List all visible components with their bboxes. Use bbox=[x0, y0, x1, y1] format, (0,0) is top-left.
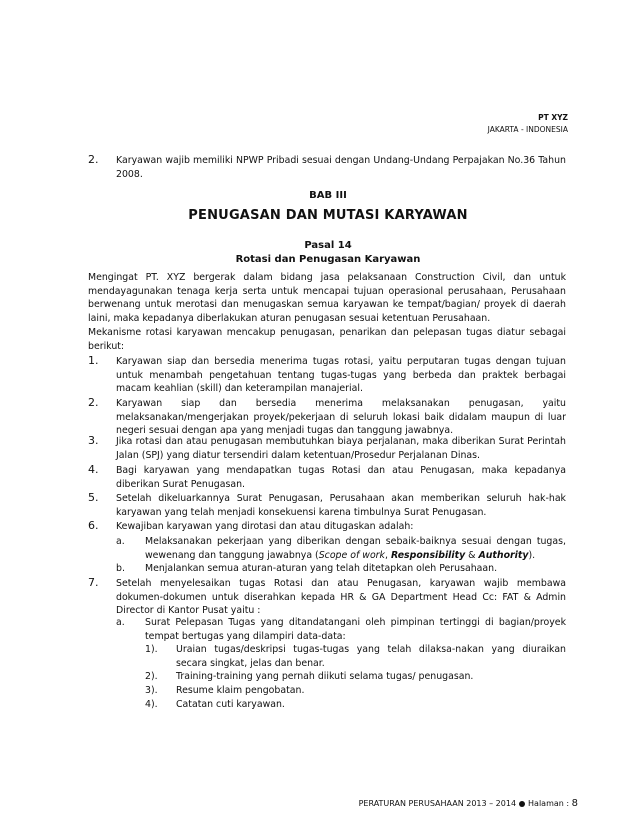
sub-item-letter: b. bbox=[116, 563, 125, 574]
point-text: Resume klaim pengobatan. bbox=[176, 685, 305, 696]
item-text: Karyawan siap dan bersedia menerima tugas rotasi, yaitu perputaran tugas dengan tujuan untuk menambah pengetahuan tentang tugas-tugas yang berbeda dan praktek berbagai macam keahlian (skill) dan keterampilan manajerial. bbox=[116, 356, 566, 394]
item-text: Kewajiban karyawan yang dirotasi dan atau ditugaskan adalah: bbox=[116, 521, 414, 532]
sub-item-text: Surat Pelepasan Tugas yang ditandatangani oleh pimpinan tertinggi di bagian/proyek tempat bertugas yang dilampiri data-data: bbox=[145, 617, 566, 642]
item-number: 5. bbox=[88, 491, 99, 504]
header-city: JAKARTA - INDONESIA bbox=[487, 125, 568, 134]
paragraph-intro: Mengingat PT. XYZ bergerak dalam bidang jasa pelaksanaan Construction Civil, dan untuk mendayagunakan tenaga kerja serta untuk mencapai tujuan operasional perusahaan, Perusahaan berwenang untuk merotasi dan menugaskan semua karyawan ke tempat/bagian/ proyek di daerah laini, maka kepadanya diberlakukan aturan penugasan sesuai ketentuan Perusahaan. bbox=[88, 272, 566, 324]
sub-item-text: Menjalankan semua aturan-aturan yang telah ditetapkan oleh Perusahaan. bbox=[145, 563, 498, 574]
footer-title: PERATURAN PERUSAHAAN 2013 – 2014 bbox=[358, 799, 517, 808]
footer-page-label: Halaman : bbox=[528, 799, 570, 808]
chapter-title: PENUGASAN DAN MUTASI KARYAWAN bbox=[188, 208, 468, 223]
item-number: 4. bbox=[88, 463, 99, 476]
point-number: 4). bbox=[145, 699, 158, 710]
item-number: 7. bbox=[88, 576, 99, 589]
item-text: Setelah menyelesaikan tugas Rotasi dan atau Penugasan, karyawan wajib membawa dokumen-dokumen untuk diserahkan kepada HR & GA Department Head Cc: FAT & Admin Director di Kantor Pusat yaitu : bbox=[116, 578, 566, 616]
sub-item-text: Melaksanakan pekerjaan yang diberikan dengan sebaik-baiknya sesuai dengan tugas, wewenang dan tanggung jawabnya (Scope of work, Responsibility & Authority). bbox=[145, 536, 566, 561]
point-number: 1). bbox=[145, 644, 158, 655]
item-prev-text: Karyawan wajib memiliki NPWP Pribadi sesuai dengan Undang-Undang Perpajakan No.36 Tahun 2008. bbox=[116, 155, 566, 180]
item-number: 3. bbox=[88, 434, 99, 447]
item-number: 1. bbox=[88, 354, 99, 367]
item-prev-number: 2. bbox=[88, 153, 99, 166]
item-text: Karyawan siap dan bersedia menerima melaksanakan penugasan, yaitu melaksanakan/mengerjakan proyek/pekerjaan di seluruh lokasi baik didalam maupun di luar negeri sesuai dengan apa yang menjadi tugas dan tanggung jawabnya. bbox=[116, 398, 566, 436]
item-number: 6. bbox=[88, 519, 99, 532]
paragraph-mechanism: Mekanisme rotasi karyawan mencakup penugasan, penarikan dan pelepasan tugas diatur sebagai berikut: bbox=[88, 327, 566, 352]
article-title: Rotasi dan Penugasan Karyawan bbox=[235, 254, 421, 265]
item-text: Setelah dikeluarkannya Surat Penugasan, Perusahaan akan memberikan seluruh hak-hak karyawan yang telah menjadi konsekuensi karena timbulnya Surat Penugasan. bbox=[116, 493, 566, 518]
page-number: 8 bbox=[571, 798, 578, 809]
sub-item-letter: a. bbox=[116, 536, 125, 547]
point-text: Uraian tugas/deskripsi tugas-tugas yang telah dilaksa-nakan yang diuraikan secara singkat, jelas dan benar. bbox=[176, 644, 566, 669]
page-footer bbox=[359, 798, 578, 810]
point-text: Training-training yang pernah diikuti selama tugas/ penugasan. bbox=[176, 671, 474, 682]
header-company: PT XYZ bbox=[538, 113, 568, 122]
item-text: Jika rotasi dan atau penugasan membutuhkan biaya perjalanan, maka diberikan Surat Perintah Jalan (SPJ) yang diatur tersendiri dalam ketentuan/Prosedur Perjalanan Dinas. bbox=[116, 436, 566, 461]
item-number: 2. bbox=[88, 396, 99, 409]
article-label: Pasal 14 bbox=[304, 240, 352, 251]
point-number: 3). bbox=[145, 685, 158, 696]
bullet-dot-icon bbox=[519, 801, 525, 807]
point-number: 2). bbox=[145, 671, 158, 682]
sub-item-letter: a. bbox=[116, 617, 125, 628]
item-text: Bagi karyawan yang mendapatkan tugas Rotasi dan atau Penugasan, maka kepadanya diberikan Surat Penugasan. bbox=[116, 465, 566, 490]
point-text: Catatan cuti karyawan. bbox=[176, 699, 285, 710]
chapter-label: BAB III bbox=[309, 190, 347, 201]
